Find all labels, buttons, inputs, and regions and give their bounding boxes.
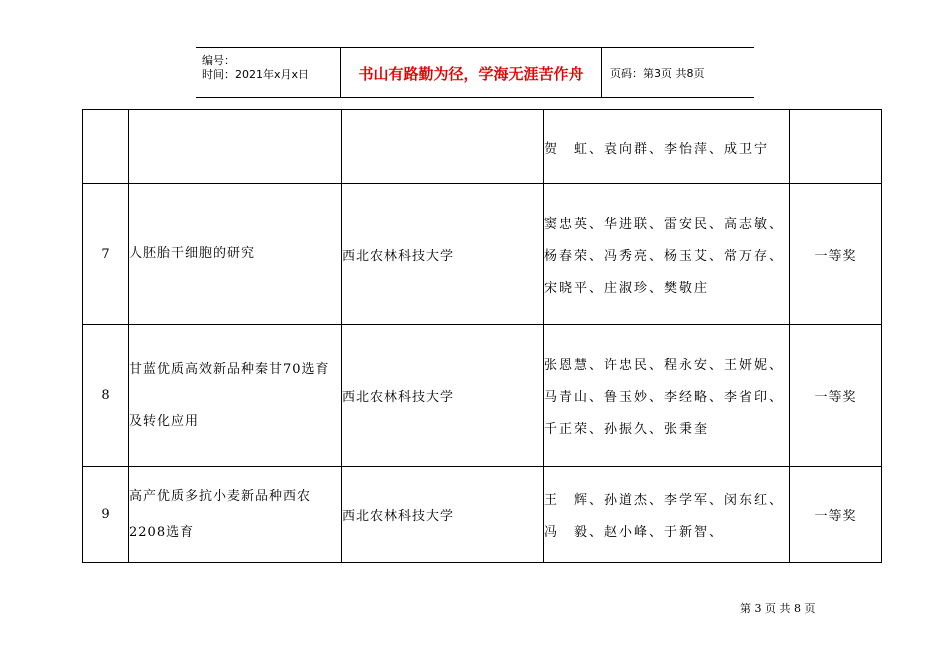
table-row [83, 325, 882, 467]
row-number [83, 110, 129, 184]
researchers: 窦忠英、华进联、雷安民、高志敏、杨春荣、冯秀亮、杨玉艾、常万存、宋晓平、庄淑珍、樊敬庄 [544, 184, 790, 325]
table-row [83, 467, 882, 563]
page-code: 页码：第3页 共8页 [610, 67, 705, 80]
project-title [129, 110, 342, 184]
motto-text: 书山有路勤为径，学海无涯苦作舟 [358, 65, 584, 83]
number-label: 编号： [202, 54, 235, 67]
researchers: 王 辉、孙道杰、李学军、闵东红、冯 毅、赵小峰、于新智、 [544, 467, 790, 563]
awards-table [82, 109, 882, 563]
row-number: 9 [83, 467, 129, 563]
table-row [83, 184, 882, 325]
award-level [790, 110, 882, 184]
table-row [83, 110, 882, 184]
institution: 西北农林科技大学 [342, 467, 544, 563]
row-number: 8 [83, 325, 129, 467]
time-label: 时间：2021年x月x日 [202, 68, 310, 81]
researchers: 张恩慧、许忠民、程永安、王妍妮、马青山、鲁玉妙、李经略、李省印、千正荣、孙振久、张秉奎 [544, 325, 790, 467]
header-meta-cell [196, 48, 341, 97]
header-page-cell [602, 48, 754, 97]
project-title: 人胚胎干细胞的研究 [129, 184, 342, 325]
institution: 西北农林科技大学 [342, 325, 544, 467]
header-motto-cell [341, 48, 602, 97]
project-title: 高产优质多抗小麦新品种西农2208选育 [129, 467, 342, 563]
institution: 西北农林科技大学 [342, 184, 544, 325]
row-number: 7 [83, 184, 129, 325]
researchers: 贺 虹、袁向群、李怡萍、成卫宁 [544, 110, 790, 184]
project-title: 甘蓝优质高效新品种秦甘70选育及转化应用 [129, 325, 342, 467]
institution [342, 110, 544, 184]
document-header [196, 47, 754, 98]
page-footer: 第 3 页 共 8 页 [740, 602, 816, 615]
award-level: 一等奖 [790, 325, 882, 467]
award-level: 一等奖 [790, 467, 882, 563]
award-level: 一等奖 [790, 184, 882, 325]
